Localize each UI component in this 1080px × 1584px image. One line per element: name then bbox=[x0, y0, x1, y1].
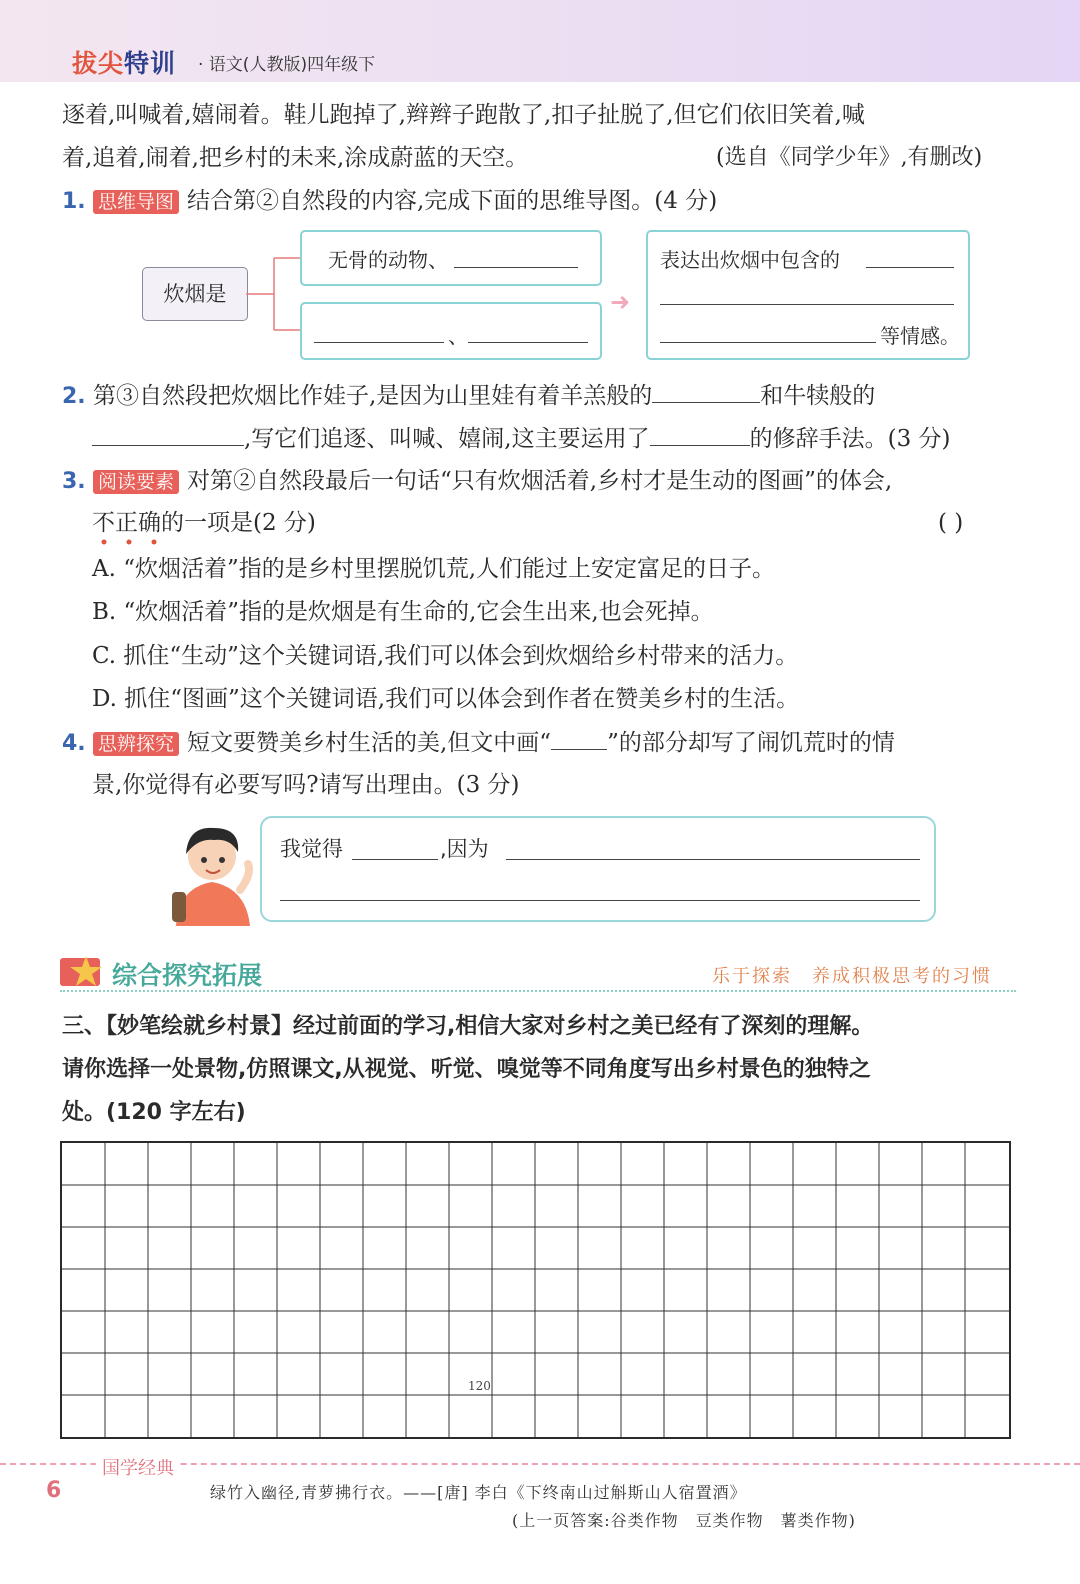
answer-blank[interactable] bbox=[660, 304, 954, 305]
subject-line: · 语文(人教版)四年级下 bbox=[198, 55, 376, 75]
arrow-right-icon: ➜ bbox=[610, 288, 631, 316]
speech-bubble bbox=[260, 816, 936, 922]
option-b[interactable]: B. “炊烟活着”指的是炊烟是有生命的,它会生出来,也会死掉。 bbox=[92, 599, 714, 625]
question-number: 2. bbox=[62, 384, 86, 409]
brand-part1: 拔尖 bbox=[72, 49, 125, 78]
question-text: 短文要赞美乡村生活的美,但文中画“ bbox=[187, 730, 552, 756]
question-4 bbox=[62, 727, 895, 759]
task-line-1: 三、【妙笔绘就乡村景】经过前面的学习,相信大家对乡村之美已经有了深刻的理解。 bbox=[62, 1014, 874, 1039]
question-number: 1. bbox=[62, 189, 86, 214]
question-text: 和牛犊般的 bbox=[760, 383, 876, 409]
question-text: 对第②自然段最后一句话“只有炊烟活着,乡村才是生动的图画”的体会, bbox=[187, 468, 893, 494]
question-4-line-2: 景,你觉得有必要写吗?请写出理由。(3 分) bbox=[92, 772, 520, 798]
answer-blank[interactable] bbox=[551, 727, 607, 750]
emphasis-dots bbox=[96, 538, 176, 546]
boy-illustration bbox=[166, 816, 258, 926]
page-number: 6 bbox=[46, 1478, 62, 1503]
question-text: 第③自然段把炊烟比作娃子,是因为山里娃有着羊羔般的 bbox=[92, 383, 653, 409]
mindmap-box-right bbox=[646, 230, 970, 360]
passage-source: (选自《同学少年》,有删改) bbox=[716, 145, 983, 170]
question-1 bbox=[62, 186, 717, 217]
option-a[interactable]: A. “炊烟活着”指的是乡村里摆脱饥荒,人们能过上安定富足的日子。 bbox=[92, 556, 776, 582]
answer-blank[interactable] bbox=[92, 423, 244, 446]
question-number: 4. bbox=[62, 731, 86, 756]
answer-blank[interactable] bbox=[280, 900, 920, 901]
brand-logo bbox=[72, 44, 176, 80]
answer-blank[interactable] bbox=[652, 380, 760, 403]
task-line-2: 请你选择一处景物,仿照课文,从视觉、听觉、嗅觉等不同角度写出乡村景色的独特之 bbox=[62, 1057, 871, 1082]
answer-blank[interactable] bbox=[468, 342, 588, 343]
answer-blank[interactable] bbox=[454, 267, 578, 268]
mindmap-right-end: 等情感。 bbox=[880, 324, 960, 348]
passage-line-1: 逐着,叫喊着,嬉闹着。鞋儿跑掉了,辫辫子跑散了,扣子扯脱了,但它们依旧笑着,喊 bbox=[62, 102, 865, 128]
grid-count-marker: 120 bbox=[468, 1379, 491, 1393]
question-number: 3. bbox=[62, 469, 86, 494]
answer-blank[interactable] bbox=[660, 342, 876, 343]
question-text: ,写它们追逐、叫喊、嬉闹,这主要运用了 bbox=[244, 426, 650, 452]
question-text: 的修辞手法。(3 分) bbox=[749, 426, 951, 452]
bubble-text-1: 我觉得 bbox=[280, 837, 343, 861]
question-2-line-2 bbox=[92, 423, 951, 454]
mindmap-box1-text: 无骨的动物、 bbox=[328, 248, 448, 272]
answer-parentheses[interactable]: ( ) bbox=[938, 510, 964, 536]
answer-blank[interactable] bbox=[314, 342, 444, 343]
option-d[interactable]: D. 抓住“图画”这个关键词语,我们可以体会到作者在赞美乡村的生活。 bbox=[92, 686, 800, 712]
footer-tag: 国学经典 bbox=[96, 1454, 180, 1480]
mindmap-right-text: 表达出炊烟中包含的 bbox=[660, 248, 840, 272]
answer-blank[interactable] bbox=[506, 859, 920, 860]
mindmap-box-1 bbox=[300, 230, 602, 286]
answer-blank[interactable] bbox=[866, 267, 954, 268]
answer-blank[interactable] bbox=[650, 423, 750, 446]
mindmap-connector bbox=[246, 250, 304, 340]
brand-part2: 特训 bbox=[124, 49, 177, 78]
question-text: 结合第②自然段的内容,完成下面的思维导图。(4 分) bbox=[187, 188, 718, 214]
separator-text: 、 bbox=[448, 324, 468, 348]
star-flag-icon bbox=[60, 954, 106, 990]
passage-line-2: 着,追着,闹着,把乡村的未来,涂成蔚蓝的天空。 bbox=[62, 145, 529, 171]
footer-quote: 绿竹入幽径,青萝拂行衣。——[唐] 李白《下终南山过斛斯山人宿置酒》 bbox=[210, 1483, 747, 1502]
writing-grid[interactable] bbox=[60, 1141, 1011, 1439]
question-3 bbox=[62, 466, 892, 497]
footer-answer: (上一页答案:谷类作物 豆类作物 薯类作物) bbox=[512, 1511, 856, 1530]
tag-critical-thinking: 思辨探究 bbox=[93, 732, 179, 756]
section-title: 综合探究拓展 bbox=[112, 961, 263, 990]
section-slogan: 乐于探索 养成积极思考的习惯 bbox=[712, 966, 992, 987]
mindmap-root: 炊烟是 bbox=[142, 267, 248, 321]
section-divider bbox=[60, 990, 1016, 992]
mindmap-box-2 bbox=[300, 302, 602, 360]
task-line-3: 处。(120 字左右) bbox=[62, 1100, 246, 1125]
tag-reading: 阅读要素 bbox=[93, 470, 179, 494]
tag-mind-map: 思维导图 bbox=[93, 190, 179, 214]
bubble-text-2: ,因为 bbox=[440, 837, 489, 861]
answer-blank[interactable] bbox=[352, 859, 438, 860]
question-2 bbox=[62, 380, 875, 412]
question-3-line-2: 不正确的一项是(2 分) bbox=[92, 510, 316, 536]
grid-lines bbox=[62, 1143, 1009, 1437]
option-c[interactable]: C. 抓住“生动”这个关键词语,我们可以体会到炊烟给乡村带来的活力。 bbox=[92, 643, 799, 669]
question-text: ”的部分却写了闹饥荒时的情 bbox=[607, 730, 895, 756]
